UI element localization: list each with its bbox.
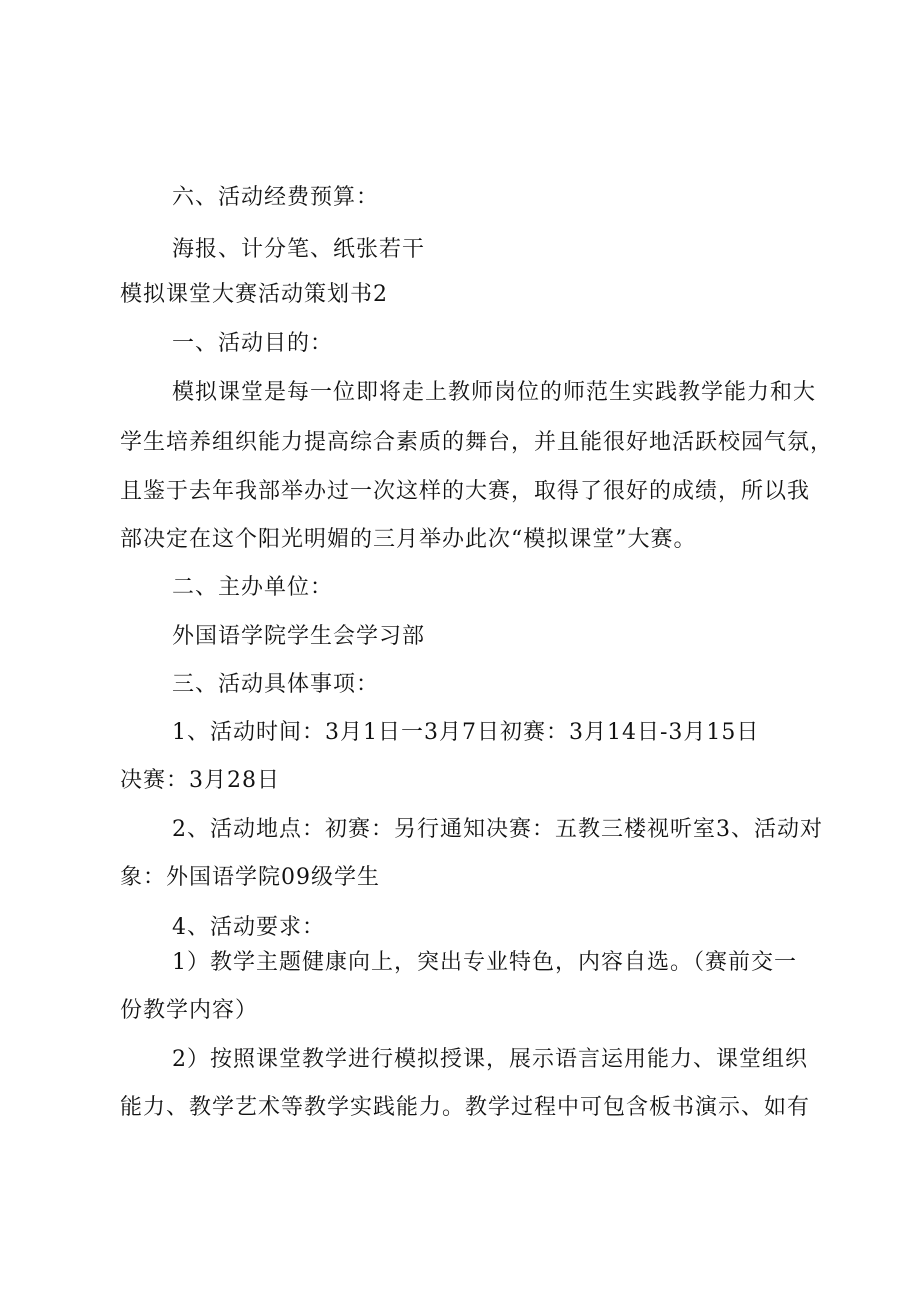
paragraph-line: 且鉴于去年我部举办过一次这样的大赛，取得了很好的成绩，所以我 xyxy=(120,479,811,504)
paragraph-line: 2、活动地点：初赛：另行通知决赛：五教三楼视听室3、活动对 xyxy=(172,817,823,842)
paragraph-line: 象：外国语学院09级学生 xyxy=(120,865,380,890)
paragraph-line: 份教学内容） xyxy=(120,998,259,1023)
paragraph-line: 部决定在这个阳光明媚的三月举办此次“模拟课堂”大赛。 xyxy=(120,527,697,552)
organizer-name: 外国语学院学生会学习部 xyxy=(172,624,426,649)
paragraph-line: 能力、教学艺术等教学实践能力。教学过程中可包含板书演示、如有 xyxy=(120,1095,811,1120)
paragraph-line: 2）按照课堂教学进行模拟授课，展示语言运用能力、课堂组织 xyxy=(172,1047,808,1072)
paragraph-line: 学生培养组织能力提高综合素质的舞台，并且能很好地活跃校园气氛， xyxy=(120,430,834,455)
paragraph-line: 模拟课堂是每一位即将走上教师岗位的师范生实践教学能力和大 xyxy=(172,380,817,405)
section-heading-organizer: 二、主办单位： xyxy=(172,575,334,600)
document-title: 模拟课堂大赛活动策划书2 xyxy=(120,282,388,307)
budget-items: 海报、计分笔、纸张若干 xyxy=(172,237,426,262)
section-heading-details: 三、活动具体事项： xyxy=(172,672,380,697)
paragraph-line: 1）教学主题健康向上，突出专业特色，内容自选。（赛前交一 xyxy=(172,950,797,975)
section-heading-purpose: 一、活动目的： xyxy=(172,331,334,356)
section-heading-budget: 六、活动经费预算： xyxy=(172,185,380,210)
paragraph-line: 1、活动时间：3月1日一3月7日初赛：3月14日-3月15日 xyxy=(172,720,760,745)
paragraph-line: 决赛：3月28日 xyxy=(120,768,280,793)
section-heading-requirements: 4、活动要求： xyxy=(172,915,325,940)
